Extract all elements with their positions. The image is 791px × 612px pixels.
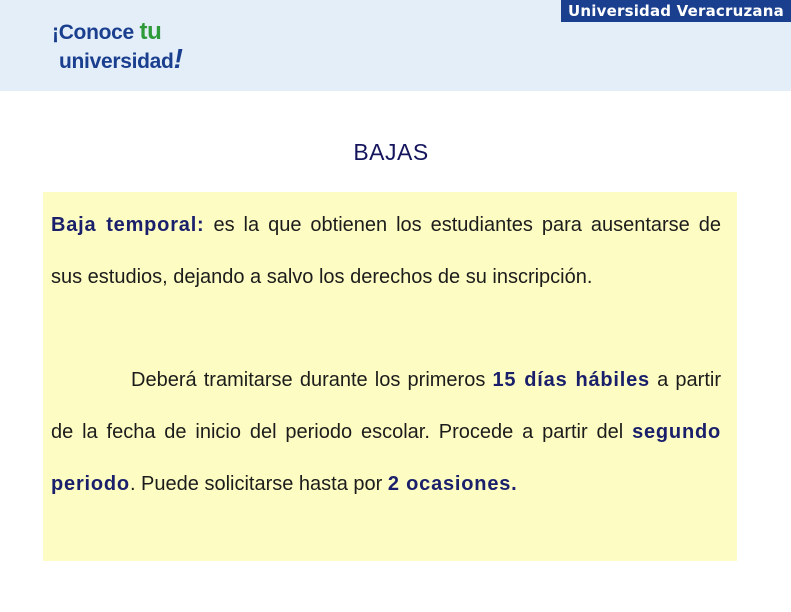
logo-line1: [52, 18, 162, 46]
highlight-15-dias: 15 días hábiles: [492, 369, 650, 391]
page-title: BAJAS: [353, 139, 429, 165]
paragraph2-text1: Deberá tramitarse durante los primeros: [131, 369, 493, 391]
paragraph2-text2: a partir de la fecha de inicio del periodo escolar. Procede a partir del: [51, 369, 721, 443]
logo-tu: tu: [139, 18, 162, 45]
paragraph1-text: es la que obtienen los estudiantes para ausentarse de sus estudios, dejando a salvo los derechos de su inscripción.: [51, 214, 721, 288]
logo-exclamation: !: [173, 43, 183, 74]
highlight-segundo-periodo: segundo periodo: [51, 421, 721, 495]
paragraph-tramite: [51, 354, 721, 524]
institution-label: Universidad Veracruzana: [561, 0, 791, 22]
logo-universidad: universidad: [59, 50, 174, 73]
term-baja-temporal: Baja temporal:: [51, 214, 205, 236]
paragraph-baja-temporal: [51, 199, 721, 329]
highlight-2-ocasiones: 2 ocasiones.: [387, 473, 518, 495]
logo-conoce: ¡Conoce: [52, 21, 140, 44]
paragraph2-text3: . Puede solicitarse hasta por: [129, 473, 388, 495]
conoce-tu-universidad-logo: [52, 18, 202, 72]
logo-line2: [59, 43, 183, 75]
